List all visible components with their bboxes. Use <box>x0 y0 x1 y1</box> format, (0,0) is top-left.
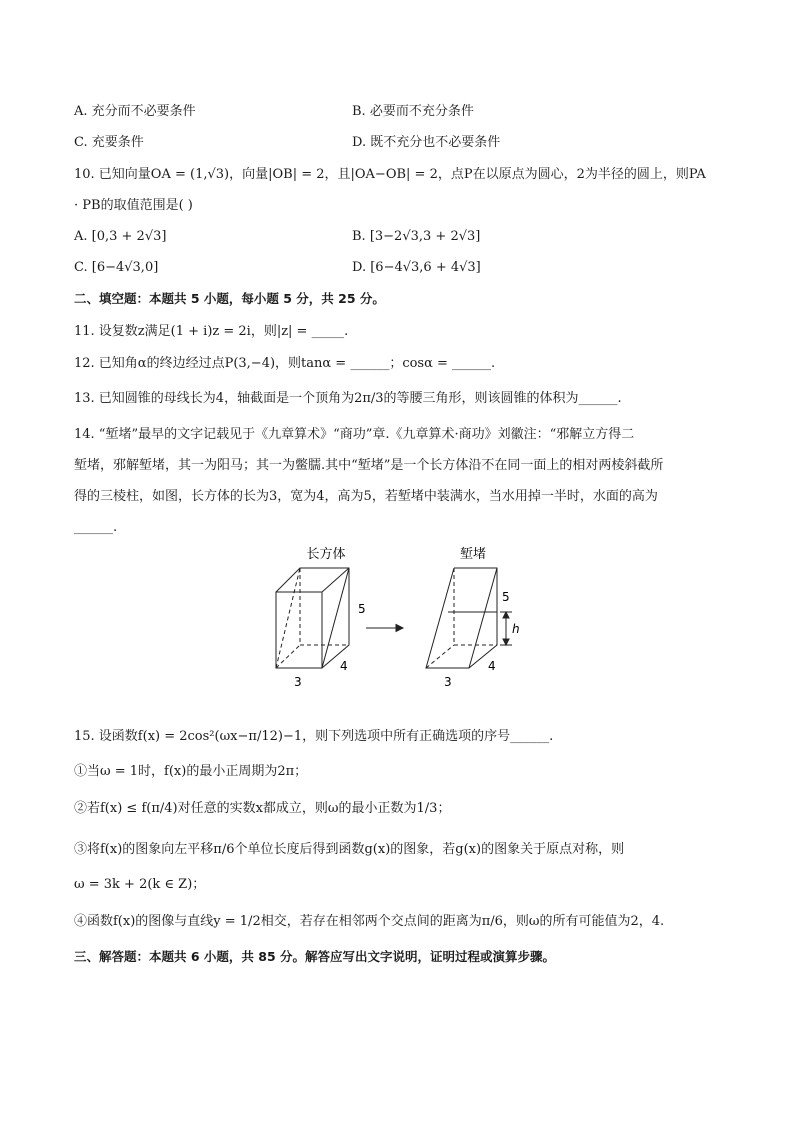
cuboid-drawing <box>276 568 349 668</box>
cuboid-length-label: 3 <box>294 675 302 689</box>
qiandu-drawing <box>426 568 497 668</box>
q12-stem: 12. 已知角α的终边经过点P(3,−4)，则tanα = ______；cosα = ______. <box>74 356 496 371</box>
cuboid-top-edge <box>322 568 349 592</box>
cuboid-width-label: 4 <box>340 659 348 673</box>
cuboid-cut-diagonal <box>322 568 349 668</box>
q11-stem: 11. 设复数z满足(1 + i)z = 2i，则|z| = _____. <box>74 324 349 339</box>
q14-figure <box>270 540 530 692</box>
q15-stem: 15. 设函数f(x) = 2cos²(ωx−π/12)−1，则下列选项中所有正确选项的序号______. <box>74 729 554 744</box>
q10-stem-line1: 10. 已知向量OA = (1,√3)，向量|OB| = 2，且|OA−OB| = 2，点P在以原点为圆心，2为半径的圆上，则PA <box>74 167 706 182</box>
q15-statement-2: ②若f(x) ≤ f(π/4)对任意的实数x都成立，则ω的最小正数为1/3； <box>74 801 451 816</box>
water-height-arrow-icon <box>500 612 512 645</box>
qiandu-height-label: 5 <box>502 590 510 604</box>
q9-option-b: B. 必要而不充分条件 <box>352 104 474 119</box>
q10-option-b: B. [3−2√3,3 + 2√3] <box>352 229 481 244</box>
q15-statement-1: ①当ω = 1时，f(x)的最小正周期为2π； <box>74 764 308 779</box>
q15-statement-4: ④函数f(x)的图像与直线y = 1/2相交，若存在相邻两个交点间的距离为π/6，则ω的所有可能值为2，4. <box>74 914 665 929</box>
q15-statement-3-line1: ③将f(x)的图象向左平移π/6个单位长度后得到函数g(x)的图象，若g(x)的图象关于原点对称，则 <box>74 842 625 857</box>
section-heading-fill-in: 二、填空题：本题共 5 小题，每小题 5 分，共 25 分。 <box>74 291 385 306</box>
cuboid-front-face <box>276 592 322 668</box>
section-heading-answers: 三、解答题：本题共 6 小题，共 85 分。解答应写出文字说明，证明过程或演算步骤。 <box>74 949 556 964</box>
q9-option-c: C. 充要条件 <box>74 135 144 150</box>
qiandu-width-label: 4 <box>488 659 496 673</box>
figure-title-qiandu: 堑堵 <box>459 547 487 562</box>
cuboid-cut-diagonal-hidden <box>276 568 300 668</box>
q14-stem-line1: 14. “堑堵”最早的文字记载见于《九章算术》“商功”章.《九章算术·商功》刘徽注：“邪解立方得二 <box>74 427 635 442</box>
cuboid-height-label: 5 <box>358 602 366 616</box>
cuboid-hidden-depth <box>276 645 300 668</box>
q10-option-a: A. [0,3 + 2√3] <box>74 229 167 244</box>
water-height-label: h <box>512 622 520 636</box>
qiandu-outline <box>426 568 497 668</box>
q14-stem-line3: 得的三棱柱，如图，长方体的长为3，宽为4，高为5，若堑堵中装满水，当水用掉一半时，水面的高为 <box>74 489 658 504</box>
q14-stem-line4: ______. <box>74 520 118 535</box>
cuboid-back-edges <box>276 568 349 668</box>
qiandu-hidden-depth <box>426 645 454 668</box>
qiandu-slant-front <box>469 568 497 668</box>
q15-statement-3-line2: ω = 3k + 2(k ∈ Z)； <box>74 877 206 892</box>
figure-title-cuboid: 长方体 <box>306 547 346 562</box>
transform-arrow-icon <box>366 625 403 632</box>
q9-option-a: A. 充分而不必要条件 <box>74 104 196 119</box>
q9-option-d: D. 既不充分也不必要条件 <box>352 135 501 150</box>
q13-stem: 13. 已知圆锥的母线长为4，轴截面是一个顶角为2π/3的等腰三角形，则该圆锥的体积为______. <box>74 391 622 406</box>
q10-option-d: D. [6−4√3,6 + 4√3] <box>352 260 481 275</box>
q10-stem-line2: · PB的取值范围是( ) <box>74 198 193 213</box>
q10-option-c: C. [6−4√3,0] <box>74 260 159 275</box>
qiandu-length-label: 3 <box>444 675 452 689</box>
q14-figure-svg <box>270 540 530 692</box>
q14-stem-line2: 堑堵，邪解堑堵，其一为阳马；其一为鳖臑.其中“堑堵”是一个长方体沿不在同一面上的相对两棱斜截所 <box>74 458 664 473</box>
